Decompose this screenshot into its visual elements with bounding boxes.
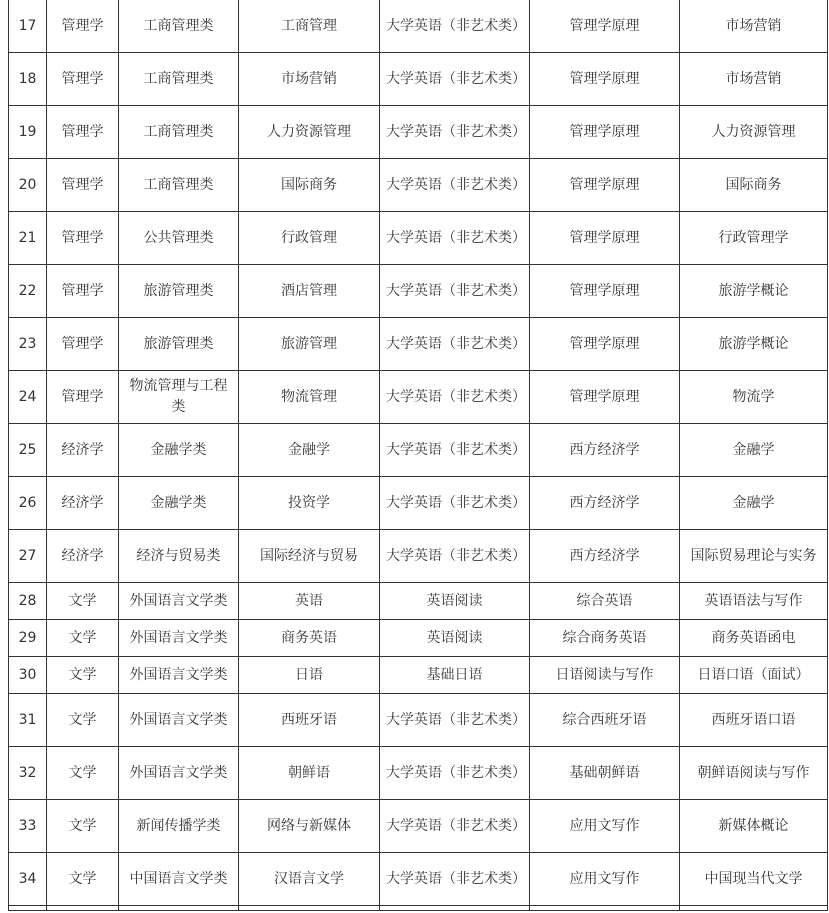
exam-subject-1-cell: 大学英语（非艺术类）: [380, 800, 530, 853]
row-number-cell: 24: [9, 371, 47, 424]
empty-cell: [9, 906, 47, 911]
major-category-cell: 新闻传播学类: [119, 800, 239, 853]
exam-subject-2-cell: 综合英语: [530, 583, 680, 620]
exam-subject-table: [8, 0, 828, 911]
row-number-cell: 34: [9, 853, 47, 906]
exam-subject-2-cell: 管理学原理: [530, 265, 680, 318]
major-name-cell: 物流管理: [239, 371, 380, 424]
row-number-cell: 26: [9, 477, 47, 530]
discipline-cell: 管理学: [47, 212, 119, 265]
table-row: [9, 853, 828, 906]
exam-subject-2-cell: 管理学原理: [530, 318, 680, 371]
discipline-cell: 文学: [47, 853, 119, 906]
discipline-cell: 文学: [47, 657, 119, 694]
major-category-cell: 工商管理类: [119, 53, 239, 106]
table-row: [9, 477, 828, 530]
exam-subject-2-cell: 管理学原理: [530, 159, 680, 212]
table-row: [9, 318, 828, 371]
major-name-cell: 旅游管理: [239, 318, 380, 371]
row-number-cell: 27: [9, 530, 47, 583]
discipline-cell: 经济学: [47, 424, 119, 477]
exam-subject-2-cell: 管理学原理: [530, 212, 680, 265]
table-row: [9, 657, 828, 694]
exam-subject-3-cell: 国际贸易理论与实务: [680, 530, 828, 583]
exam-subject-3-cell: 金融学: [680, 424, 828, 477]
exam-subject-1-cell: 大学英语（非艺术类）: [380, 53, 530, 106]
exam-subject-3-cell: 金融学: [680, 477, 828, 530]
table-row: [9, 620, 828, 657]
row-number-cell: 22: [9, 265, 47, 318]
table-row: [9, 747, 828, 800]
major-category-cell: 工商管理类: [119, 106, 239, 159]
major-category-cell: 工商管理类: [119, 159, 239, 212]
exam-subject-1-cell: 英语阅读: [380, 620, 530, 657]
exam-subject-1-cell: 大学英语（非艺术类）: [380, 371, 530, 424]
exam-subject-3-cell: 商务英语函电: [680, 620, 828, 657]
discipline-cell: 文学: [47, 694, 119, 747]
major-category-cell: 金融学类: [119, 424, 239, 477]
exam-subject-1-cell: 大学英语（非艺术类）: [380, 212, 530, 265]
table-row-cutoff: [9, 906, 828, 911]
major-name-cell: 日语: [239, 657, 380, 694]
major-name-cell: 行政管理: [239, 212, 380, 265]
exam-subject-1-cell: 大学英语（非艺术类）: [380, 159, 530, 212]
discipline-cell: 管理学: [47, 265, 119, 318]
row-number-cell: 20: [9, 159, 47, 212]
major-name-cell: 金融学: [239, 424, 380, 477]
exam-subject-2-cell: 管理学原理: [530, 371, 680, 424]
exam-subject-2-cell: 管理学原理: [530, 53, 680, 106]
row-number-cell: 23: [9, 318, 47, 371]
row-number-cell: 33: [9, 800, 47, 853]
exam-subject-1-cell: 大学英语（非艺术类）: [380, 694, 530, 747]
exam-subject-3-cell: 行政管理学: [680, 212, 828, 265]
row-number-cell: 29: [9, 620, 47, 657]
exam-subject-1-cell: 大学英语（非艺术类）: [380, 747, 530, 800]
major-category-cell: 工商管理类: [119, 0, 239, 53]
discipline-cell: 文学: [47, 620, 119, 657]
table-row: [9, 583, 828, 620]
major-category-cell: 外国语言文学类: [119, 694, 239, 747]
table-row: [9, 53, 828, 106]
major-category-cell: 物流管理与工程类: [119, 371, 239, 424]
major-category-cell: 中国语言文学类: [119, 853, 239, 906]
exam-subject-3-cell: 朝鲜语阅读与写作: [680, 747, 828, 800]
row-number-cell: 30: [9, 657, 47, 694]
discipline-cell: 文学: [47, 583, 119, 620]
exam-subject-2-cell: 管理学原理: [530, 106, 680, 159]
discipline-cell: 经济学: [47, 530, 119, 583]
exam-subject-3-cell: 旅游学概论: [680, 318, 828, 371]
major-category-cell: 外国语言文学类: [119, 747, 239, 800]
table-body: [9, 0, 828, 911]
discipline-cell: 管理学: [47, 106, 119, 159]
major-name-cell: 国际经济与贸易: [239, 530, 380, 583]
exam-subject-2-cell: 基础朝鲜语: [530, 747, 680, 800]
empty-cell: [680, 906, 828, 911]
exam-subject-2-cell: 应用文写作: [530, 800, 680, 853]
row-number-cell: 31: [9, 694, 47, 747]
table-row: [9, 800, 828, 853]
exam-subject-3-cell: 旅游学概论: [680, 265, 828, 318]
table-row: [9, 106, 828, 159]
exam-subject-3-cell: 国际商务: [680, 159, 828, 212]
major-name-cell: 汉语言文学: [239, 853, 380, 906]
exam-subject-2-cell: 管理学原理: [530, 0, 680, 53]
exam-subject-3-cell: 市场营销: [680, 53, 828, 106]
major-category-cell: 外国语言文学类: [119, 620, 239, 657]
exam-subject-1-cell: 大学英语（非艺术类）: [380, 318, 530, 371]
exam-subject-2-cell: 西方经济学: [530, 530, 680, 583]
exam-subject-2-cell: 综合西班牙语: [530, 694, 680, 747]
exam-subject-2-cell: 综合商务英语: [530, 620, 680, 657]
major-name-cell: 英语: [239, 583, 380, 620]
empty-cell: [119, 906, 239, 911]
major-name-cell: 工商管理: [239, 0, 380, 53]
discipline-cell: 管理学: [47, 53, 119, 106]
row-number-cell: 19: [9, 106, 47, 159]
major-name-cell: 朝鲜语: [239, 747, 380, 800]
major-category-cell: 旅游管理类: [119, 318, 239, 371]
discipline-cell: 文学: [47, 800, 119, 853]
major-name-cell: 网络与新媒体: [239, 800, 380, 853]
major-name-cell: 人力资源管理: [239, 106, 380, 159]
major-category-cell: 经济与贸易类: [119, 530, 239, 583]
discipline-cell: 管理学: [47, 318, 119, 371]
exam-subject-2-cell: 应用文写作: [530, 853, 680, 906]
table-row: [9, 0, 828, 53]
exam-subject-1-cell: 大学英语（非艺术类）: [380, 0, 530, 53]
table-row: [9, 265, 828, 318]
exam-subject-2-cell: 西方经济学: [530, 477, 680, 530]
exam-subject-1-cell: 大学英语（非艺术类）: [380, 265, 530, 318]
exam-subject-3-cell: 中国现当代文学: [680, 853, 828, 906]
major-name-cell: 投资学: [239, 477, 380, 530]
empty-cell: [530, 906, 680, 911]
row-number-cell: 18: [9, 53, 47, 106]
empty-cell: [380, 906, 530, 911]
row-number-cell: 17: [9, 0, 47, 53]
discipline-cell: 管理学: [47, 0, 119, 53]
exam-subject-3-cell: 物流学: [680, 371, 828, 424]
exam-subject-3-cell: 日语口语（面试）: [680, 657, 828, 694]
exam-subject-1-cell: 大学英语（非艺术类）: [380, 477, 530, 530]
exam-subject-1-cell: 英语阅读: [380, 583, 530, 620]
row-number-cell: 28: [9, 583, 47, 620]
major-category-cell: 旅游管理类: [119, 265, 239, 318]
exam-subject-3-cell: 英语语法与写作: [680, 583, 828, 620]
major-category-cell: 外国语言文学类: [119, 583, 239, 620]
major-name-cell: 国际商务: [239, 159, 380, 212]
exam-subject-3-cell: 人力资源管理: [680, 106, 828, 159]
major-name-cell: 商务英语: [239, 620, 380, 657]
row-number-cell: 21: [9, 212, 47, 265]
major-category-cell: 公共管理类: [119, 212, 239, 265]
exam-subject-1-cell: 大学英语（非艺术类）: [380, 853, 530, 906]
row-number-cell: 32: [9, 747, 47, 800]
discipline-cell: 管理学: [47, 159, 119, 212]
major-name-cell: 酒店管理: [239, 265, 380, 318]
discipline-cell: 经济学: [47, 477, 119, 530]
major-category-cell: 外国语言文学类: [119, 657, 239, 694]
exam-subject-3-cell: 西班牙语口语: [680, 694, 828, 747]
exam-subject-1-cell: 基础日语: [380, 657, 530, 694]
row-number-cell: 25: [9, 424, 47, 477]
discipline-cell: 文学: [47, 747, 119, 800]
table-row: [9, 530, 828, 583]
exam-subject-3-cell: 新媒体概论: [680, 800, 828, 853]
major-name-cell: 市场营销: [239, 53, 380, 106]
discipline-cell: 管理学: [47, 371, 119, 424]
major-name-cell: 西班牙语: [239, 694, 380, 747]
exam-subject-2-cell: 西方经济学: [530, 424, 680, 477]
empty-cell: [239, 906, 380, 911]
table-row: [9, 212, 828, 265]
exam-subject-1-cell: 大学英语（非艺术类）: [380, 530, 530, 583]
table-row: [9, 694, 828, 747]
exam-subject-1-cell: 大学英语（非艺术类）: [380, 424, 530, 477]
table-row: [9, 424, 828, 477]
table-row: [9, 159, 828, 212]
empty-cell: [47, 906, 119, 911]
table-row: [9, 371, 828, 424]
major-category-cell: 金融学类: [119, 477, 239, 530]
exam-subject-2-cell: 日语阅读与写作: [530, 657, 680, 694]
table-container: [8, 0, 827, 911]
exam-subject-1-cell: 大学英语（非艺术类）: [380, 106, 530, 159]
exam-subject-3-cell: 市场营销: [680, 0, 828, 53]
